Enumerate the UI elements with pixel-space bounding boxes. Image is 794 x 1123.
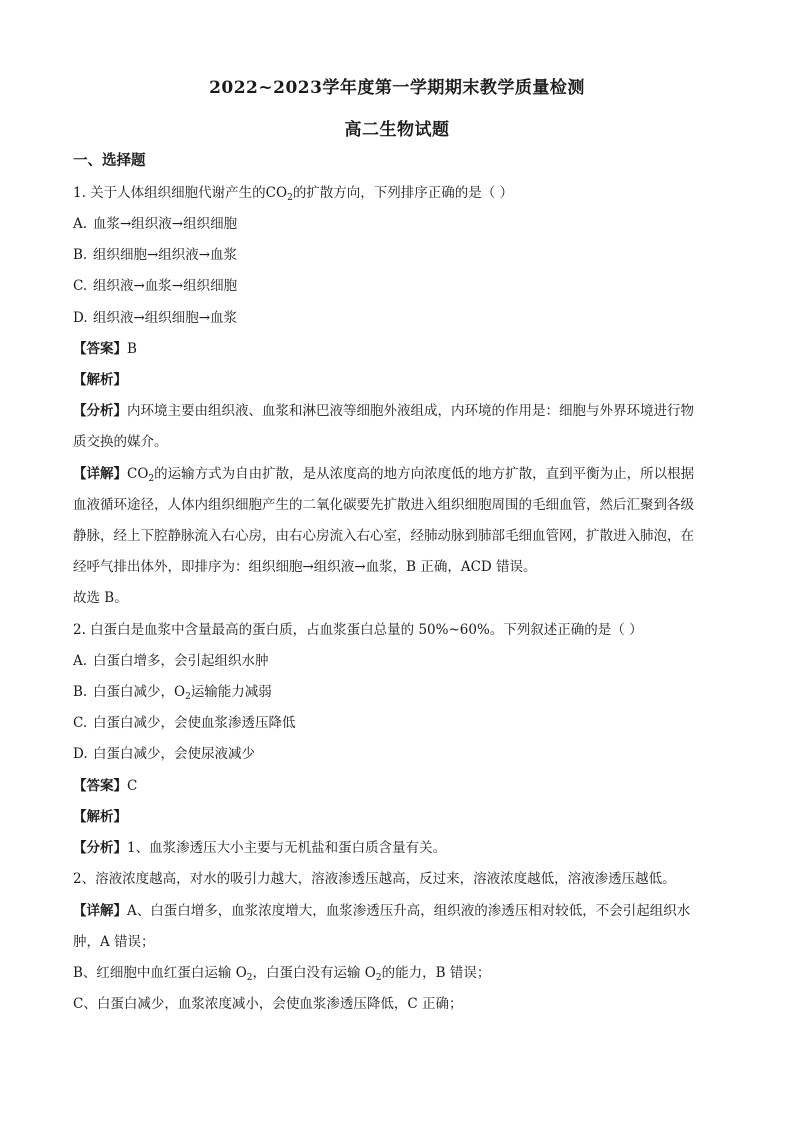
q1-detail-line4: 经呼气排出体外，即排序为：组织细胞→组织液→血浆，B 正确，ACD 错误。 [73, 559, 537, 575]
q2-analysis-heading: 【解析】 [73, 809, 127, 825]
exam-title: 2022~2023学年度第一学期期末教学质量检测 [209, 78, 585, 98]
q2-detail-c: C、白蛋白减少，血浆浓度减小，会使血浆渗透压降低，C 正确； [73, 996, 463, 1012]
section-heading: 一、选择题 [73, 152, 146, 169]
q2-option-b: B. 白蛋白减少，$O_2$运输能力减弱 [73, 684, 272, 702]
q2-option-c: C. 白蛋白减少，会使血浆渗透压降低 [73, 715, 296, 731]
q1-detail-line3: 静脉，经上下腔静脉流入右心房，由右心房流入右心室，经肺动脉到肺部毛细血管网，扩散进入肺泡，在 [73, 528, 694, 544]
q2-detail-b: B、红细胞中血红蛋白运输 $O_2$，白蛋白没有运输 $O_2$的能力，B 错误； [73, 965, 491, 983]
q1-detail: 【详解】$CO_2$的运输方式为自由扩散，是从浓度高的地方向浓度低的地方扩散，直到平衡为止，所以根据 [73, 466, 695, 484]
q2-stem: 2. 白蛋白是血浆中含量最高的蛋白质，占血浆蛋白总量的 50%~60%。下列叙述正确的是（ ） [73, 622, 643, 638]
q2-detail-line2: 肿，A 错误； [73, 934, 155, 950]
q1-option-a: A. 血浆→组织液→组织细胞 [73, 216, 238, 232]
q1-option-d: D. 组织液→组织细胞→血浆 [73, 310, 238, 326]
q2-fenxi-point2: 2、溶液浓度越高，对水的吸引力越大，溶液渗透压越高，反过来，溶液浓度越低，溶液渗透压越低。 [73, 871, 676, 887]
q1-fenxi-cont: 质交换的媒介。 [73, 434, 168, 450]
q2-answer: 【答案】C [73, 778, 138, 794]
q1-analysis-heading: 【解析】 [73, 372, 127, 388]
q2-fenxi: 【分析】1、血浆渗透压大小主要与无机盐和蛋白质含量有关。 [73, 840, 447, 856]
q1-conclusion: 故选 B。 [73, 590, 128, 606]
q1-stem: 1. 关于人体组织细胞代谢产生的$CO_2$的扩散方向，下列排序正确的是（ ） [73, 185, 514, 203]
q1-detail-line2: 血液循环途径，人体内组织细胞产生的二氧化碳要先扩散进入组织细胞周围的毛细血管，然后汇聚到各级 [73, 497, 694, 513]
q1-option-c: C. 组织液→血浆→组织细胞 [73, 278, 238, 294]
q1-answer: 【答案】B [73, 341, 137, 357]
exam-subtitle: 高二生物试题 [344, 120, 450, 140]
q2-option-d: D. 白蛋白减少，会使尿液减少 [73, 746, 255, 762]
q1-fenxi: 【分析】内环境主要由组织液、血浆和淋巴液等细胞外液组成，内环境的作用是：细胞与外界环境进行物 [73, 403, 694, 419]
q2-detail: 【详解】A、白蛋白增多，血浆浓度增大，血浆渗透压升高，组织液的渗透压相对较低，不会引起组织水 [73, 903, 691, 919]
q2-option-a: A. 白蛋白增多，会引起组织水肿 [73, 653, 269, 669]
q1-option-b: B. 组织细胞→组织液→血浆 [73, 247, 238, 263]
